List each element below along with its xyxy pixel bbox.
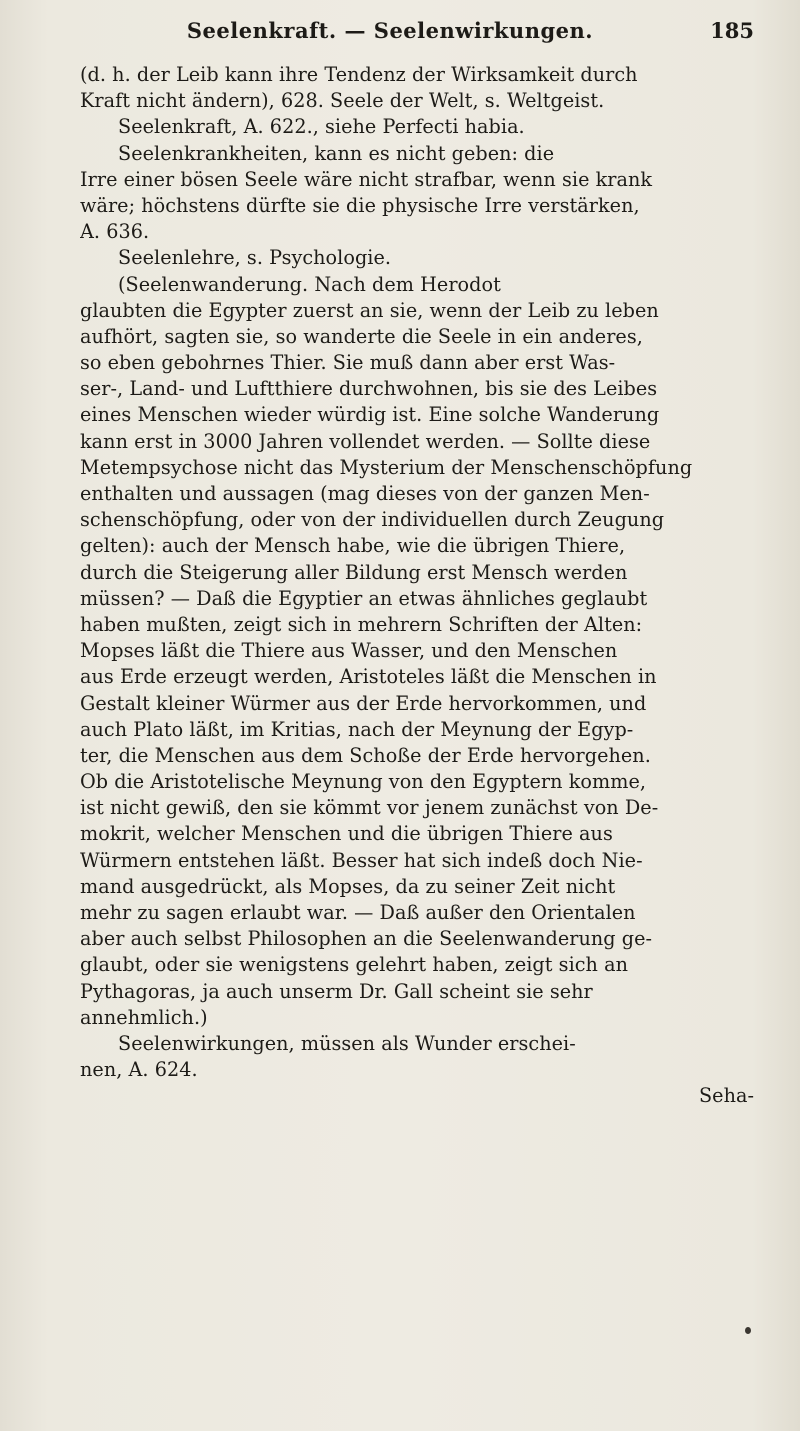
text-line: Pythagoras, ja auch unserm Dr. Gall scheint sie sehr [80, 979, 593, 1003]
text-line: Metempsychose nicht das Mysterium der Menschenschöpfung [80, 455, 693, 479]
text-line: haben mußten, zeigt sich in mehrern Schriften der Alten: [80, 612, 643, 636]
text-line: wäre; höchstens dürfte sie die physische Irre verstärken, [80, 193, 640, 217]
text-line: Mopses läßt die Thiere aus Wasser, und den Menschen [80, 639, 618, 663]
text-line: schenschöpfung, oder von der individuellen durch Zeugung [80, 508, 665, 532]
text-line: glaubt, oder sie wenigstens gelehrt haben, zeigt sich an [80, 953, 629, 977]
entry-seelenkraft: Seelenkraft, A. 622., siehe Perfecti habia. [118, 115, 525, 139]
text-line: annehmlich.) [80, 1005, 208, 1029]
text-line: mokrit, welcher Menschen und die übrigen Thiere aus [80, 822, 613, 846]
text-line: aus Erde erzeugt werden, Aristoteles läßt die Menschen in [80, 665, 657, 689]
text-line: nen, A. 624. [80, 1058, 198, 1082]
entry-seelenwanderung: (Seelenwanderung. Nach dem Herodot [118, 272, 501, 296]
entry-seelenkrankheiten: Seelenkrankheiten, kann es nicht geben: die [118, 141, 555, 165]
text-line: ser-, Land- und Luftthiere durchwohnen, bis sie des Leibes [80, 377, 658, 401]
text-line: durch die Steigerung aller Bildung erst Mensch werden [80, 560, 628, 584]
text-line: kann erst in 3000 Jahren vollendet werden. — Sollte diese [80, 429, 651, 453]
text-line: mand ausgedrückt, als Mopses, da zu seiner Zeit nicht [80, 874, 616, 898]
ink-spot-icon [745, 1327, 751, 1334]
page-number: 185 [710, 18, 754, 43]
text-line: aufhört, sagten sie, so wanderte die Seele in ein anderes, [80, 324, 643, 348]
text-line: (d. h. der Leib kann ihre Tendenz der Wirksamkeit durch [80, 63, 638, 86]
text-line: enthalten und aussagen (mag dieses von der ganzen Men- [80, 482, 650, 505]
text-line: Gestalt kleiner Würmer aus der Erde hervorkommen, und [80, 691, 647, 715]
dictionary-entries [80, 62, 770, 1110]
page-header [70, 16, 770, 48]
text-line: eines Menschen wieder würdig ist. Eine solche Wanderung [80, 403, 660, 427]
text-line: mehr zu sagen erlaubt war. — Daß außer den Orientalen [80, 901, 636, 924]
text-line: müssen? — Daß die Egyptier an etwas ähnliches geglaubt [80, 586, 648, 610]
text-line: glaubten die Egypter zuerst an sie, wenn der Leib zu leben [80, 298, 659, 322]
text-line: ist nicht gewiß, den sie kömmt vor jenem zunächst von De- [80, 796, 659, 820]
text-line: Ob die Aristotelische Meynung von den Egyptern komme, [80, 770, 647, 794]
text-line: ter, die Menschen aus dem Schoße der Erde hervorgehen. [80, 743, 651, 767]
text-line: gelten): auch der Mensch habe, wie die übrigen Thiere, [80, 534, 626, 558]
text-line: so eben gebohrnes Thier. Sie muß dann aber erst Was- [80, 351, 616, 375]
running-head: Seelenkraft. — Seelenwirkungen. [186, 18, 594, 43]
text-line: A. 636. [80, 220, 150, 244]
text-line: Kraft nicht ändern), 628. Seele der Welt, s. Weltgeist. [80, 89, 605, 113]
catchword: Seha- [698, 1084, 754, 1108]
entry-seelenwirkungen: Seelenwirkungen, müssen als Wunder erschei- [118, 1031, 576, 1055]
text-line: Würmern entstehen läßt. Besser hat sich indeß doch Nie- [80, 848, 643, 872]
text-line: Irre einer bösen Seele wäre nicht strafbar, wenn sie krank [80, 167, 653, 191]
entry-seelenlehre: Seelenlehre, s. Psychologie. [118, 246, 392, 270]
text-line: aber auch selbst Philosophen an die Seelenwanderung ge- [80, 927, 653, 951]
text-line: auch Plato läßt, im Kritias, nach der Meynung der Egyp- [80, 717, 634, 741]
